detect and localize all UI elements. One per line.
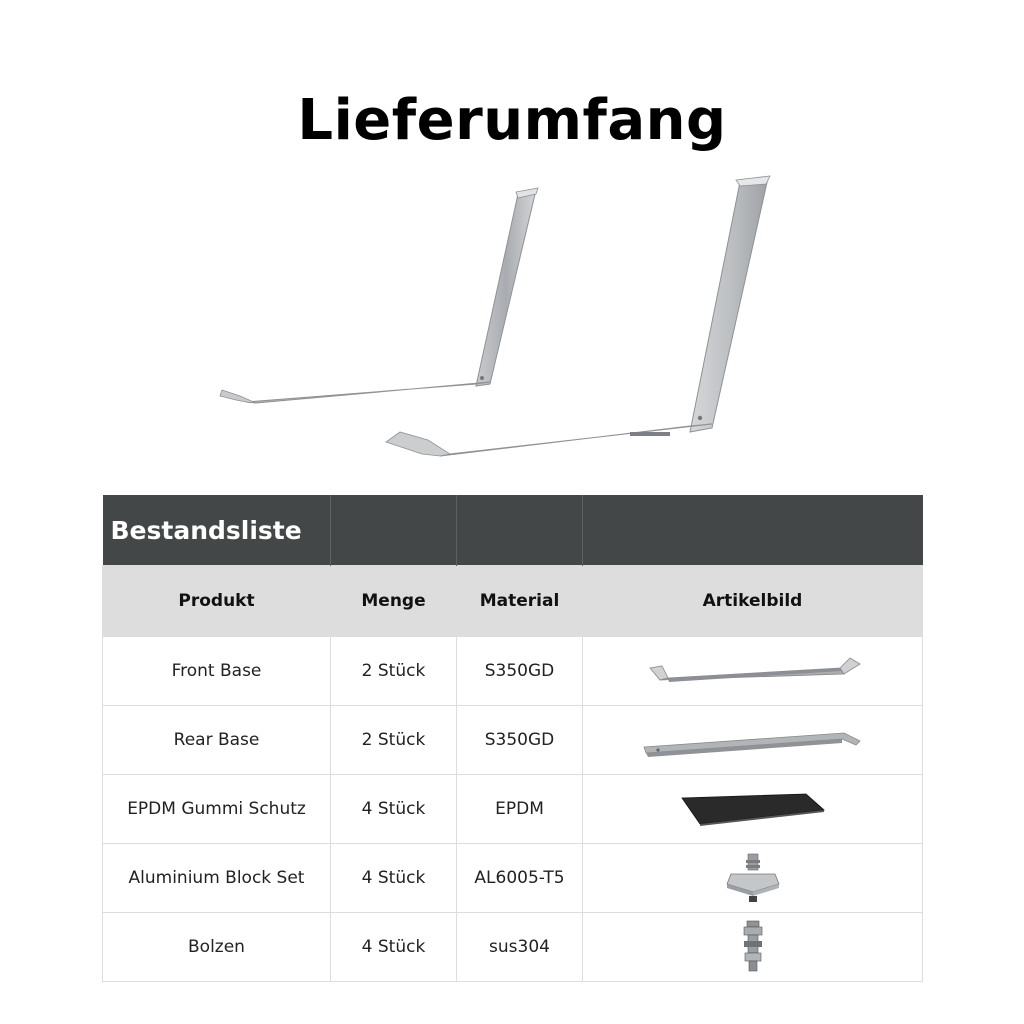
product-cell: Front Base — [103, 637, 331, 706]
product-cell: EPDM Gummi Schutz — [103, 775, 331, 844]
table-row — [103, 637, 923, 706]
image-cell — [583, 913, 923, 982]
quantity-cell: 2 Stück — [331, 706, 457, 775]
material-cell: S350GD — [457, 706, 583, 775]
image-cell — [583, 637, 923, 706]
column-header-material: Material — [457, 566, 583, 637]
table-row — [103, 775, 923, 844]
table-row — [103, 913, 923, 982]
quantity-cell: 4 Stück — [331, 913, 457, 982]
column-header-row — [103, 566, 923, 637]
quantity-cell: 4 Stück — [331, 844, 457, 913]
quantity-cell: 2 Stück — [331, 637, 457, 706]
rubber-pad-image — [638, 784, 868, 834]
material-cell: EPDM — [457, 775, 583, 844]
column-header-product: Produkt — [103, 566, 331, 637]
rear-base-bar-image — [638, 715, 868, 765]
rear-bracket-shape — [386, 176, 770, 456]
material-cell: sus304 — [457, 913, 583, 982]
table-row — [103, 706, 923, 775]
quantity-cell: 4 Stück — [331, 775, 457, 844]
material-cell: S350GD — [457, 637, 583, 706]
title-bar-cell — [583, 495, 923, 566]
column-header-image: Artikelbild — [583, 566, 923, 637]
mounting-brackets-image — [200, 170, 800, 470]
inventory-title: Bestandsliste — [103, 495, 331, 566]
column-header-quantity: Menge — [331, 566, 457, 637]
image-cell — [583, 775, 923, 844]
image-cell — [583, 706, 923, 775]
product-cell: Bolzen — [103, 913, 331, 982]
product-cell: Aluminium Block Set — [103, 844, 331, 913]
front-bracket-shape — [220, 188, 538, 403]
page-title: Lieferumfang — [297, 88, 727, 153]
aluminium-block-image — [723, 850, 783, 906]
table-row — [103, 844, 923, 913]
bolt-image — [733, 919, 773, 975]
inventory-title-bar — [103, 495, 923, 566]
title-bar-cell — [331, 495, 457, 566]
title-bar-cell — [457, 495, 583, 566]
front-base-bracket-image — [638, 646, 868, 696]
inventory-table — [102, 495, 923, 982]
product-cell: Rear Base — [103, 706, 331, 775]
image-cell — [583, 844, 923, 913]
material-cell: AL6005-T5 — [457, 844, 583, 913]
